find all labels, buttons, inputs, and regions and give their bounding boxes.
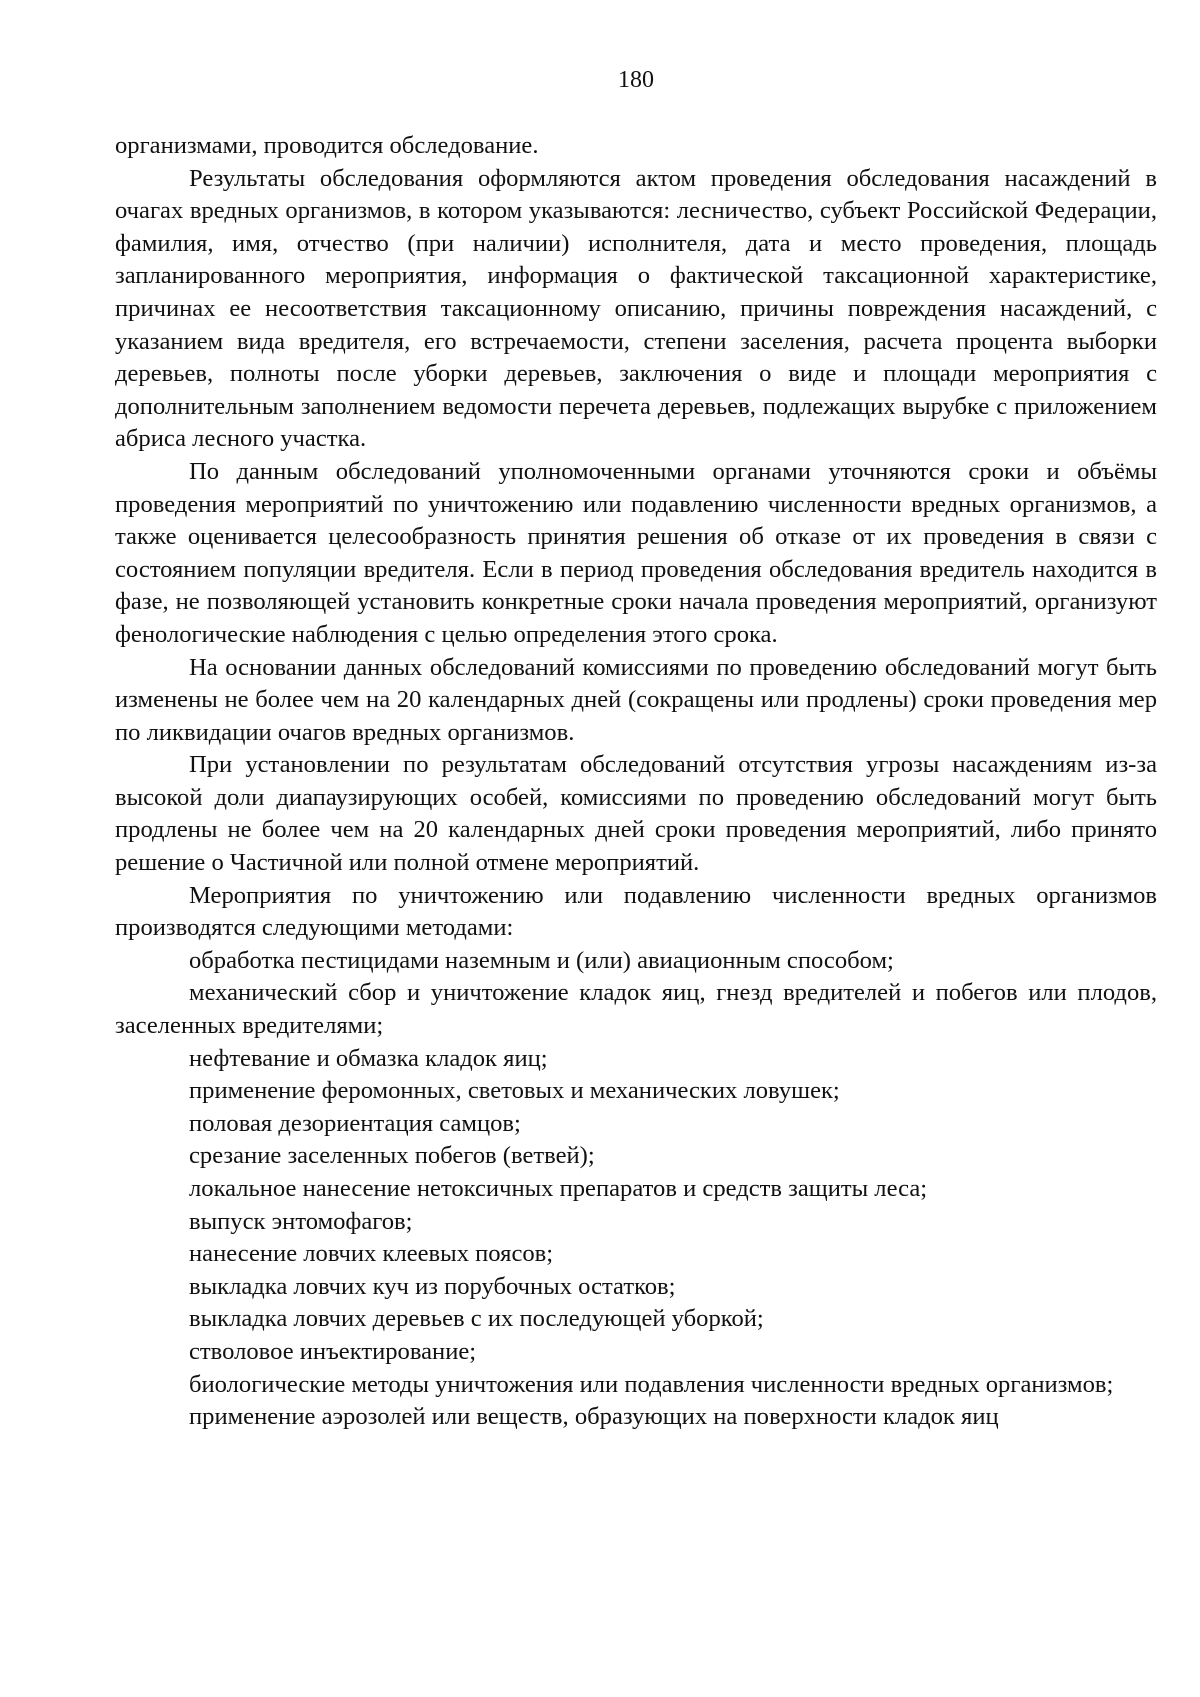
list-item: выпуск энтомофагов; (189, 1207, 413, 1235)
document-body (115, 130, 1157, 1434)
paragraph-continuation: организмами, проводится обследование. (115, 132, 539, 159)
list-item: выкладка ловчих куч из порубочных остатков; (189, 1272, 676, 1300)
list-item: механический сбор и уничтожение кладок яиц, гнезд вредителей и побегов или плодов, заселенных вредителями; (115, 979, 1157, 1040)
document-page (115, 68, 1157, 1434)
list-item: нефтевание и обмазка кладок яиц; (189, 1044, 548, 1072)
paragraph-survey-results: Результаты обследования оформляются актом проведения обследования насаждений в очагах вредных организмов, в котором указываются: лесничество, субъект Российской Федерации, фамилия, имя, отчество (при наличии) исполнителя, дата и место проведения, площадь запланированного мероприятия, информация о фактической таксационной характеристике, причинах ее несоответствия таксационному описанию, причины повреждения насаждений, с указанием вида вредителя, его встречаемости, степени заселения, расчета процента выборки деревьев, полноты после уборки деревьев, заключения о виде и площади мероприятия с дополнительным заполнением ведомости перечета деревьев, подлежащих вырубке с приложением абриса лесного участка. (115, 164, 1157, 453)
page-number: 180 (618, 67, 654, 93)
list-item: срезание заселенных побегов (ветвей); (189, 1142, 595, 1170)
list-item: обработка пестицидами наземным и (или) авиационным способом; (189, 946, 894, 974)
list-item: нанесение ловчих клеевых поясов; (189, 1240, 554, 1268)
list-item: биологические методы уничтожения или подавления численности вредных организмов; (189, 1370, 1114, 1398)
list-item: стволовое инъектирование; (189, 1337, 477, 1365)
paragraph-threat-absence: При установлении по результатам обследований отсутствия угрозы насаждениям из-за высокой доли диапаузирующих особей, комиссиями по проведению обследований могут быть продлены не более чем на 20 календарных дней сроки проведения мероприятий, либо принято решение о Частичной или полной отмене мероприятий. (115, 751, 1157, 877)
paragraph-survey-data: По данным обследований уполномоченными органами уточняются сроки и объёмы проведения мероприятий по уничтожению или подавлению численности вредных организмов, а также оценивается целесообразность принятия решения об отказе от их проведения в связи с состоянием популяции вредителя. Если в период проведения обследования вредитель находится в фазе, не позволяющей установить конкретные сроки начала проведения мероприятий, организуют фенологические наблюдения с целью определения этого срока. (115, 457, 1157, 648)
list-item: выкладка ловчих деревьев с их последующей уборкой; (189, 1305, 764, 1333)
paragraph-methods-intro: Мероприятия по уничтожению или подавлению численности вредных организмов производятся следующими методами: (115, 881, 1157, 942)
list-item: локальное нанесение нетоксичных препаратов и средств защиты леса; (189, 1175, 928, 1202)
paragraph-commission-changes: На основании данных обследований комиссиями по проведению обследований могут быть изменены не более чем на 20 календарных дней (сокращены или продлены) сроки проведения мер по ликвидации очагов вредных организмов. (115, 653, 1157, 746)
list-item: применение аэрозолей или веществ, образующих на поверхности кладок яиц (189, 1403, 999, 1431)
list-item: половая дезориентация самцов; (189, 1109, 521, 1137)
list-item: применение феромонных, световых и механических ловушек; (189, 1077, 840, 1105)
